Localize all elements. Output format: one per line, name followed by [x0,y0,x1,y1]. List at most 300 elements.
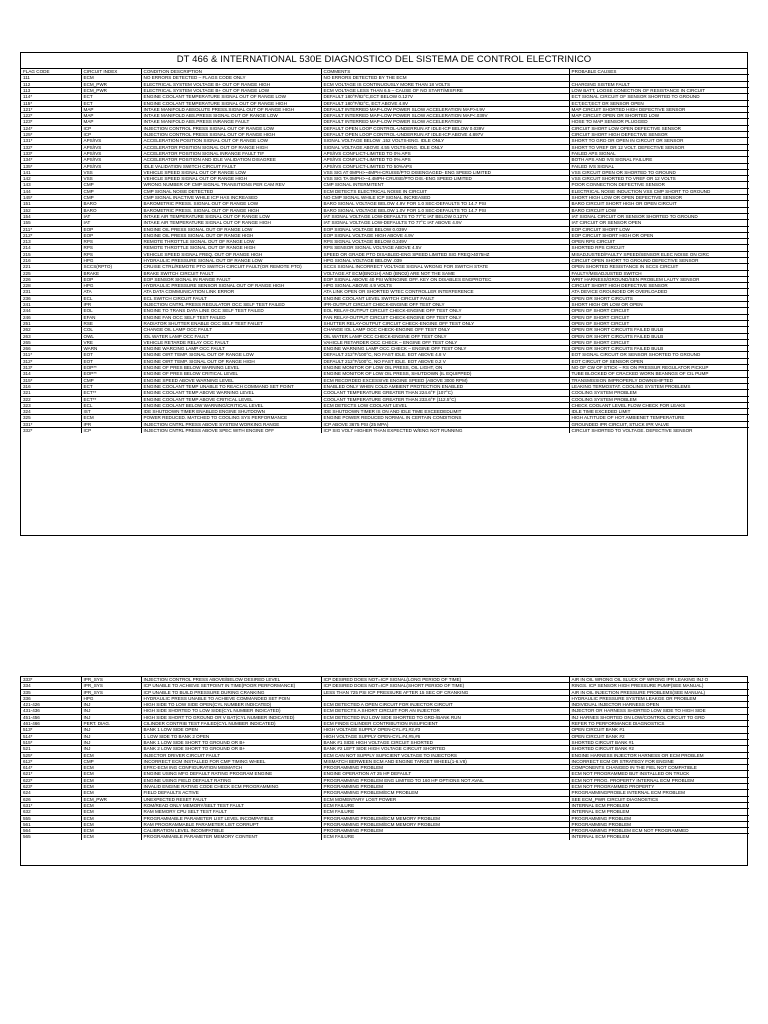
circuit-index-cell: INJ [81,727,141,733]
flag-code-cell: 314 [21,371,81,377]
probable-causes-cell: TRANSMISSION IMPROPERLY DOWNSHIFTED [569,377,749,383]
circuit-index-cell: INJ [81,702,141,708]
flag-code-cell: 122* [21,113,81,119]
probable-causes-cell: ECT SIGNAL CIRCUIT OF SENSOR SHORTED TO GROUND [569,94,749,100]
flag-code-cell: 623* [21,784,81,790]
probable-causes-cell: CIRCUIT SHORT HIGH DEFECTIVE SENSOR [569,132,749,138]
flag-code-cell: 111 [21,75,81,81]
circuit-index-cell: SCCS(RPTO) [81,264,141,270]
flag-code-cell: 564 [21,828,81,834]
condition-description-cell: ICP UNABLE TO BUILD PRESSURE DURING CRANKING [141,689,321,695]
flag-code-cell: 311* [21,352,81,358]
condition-description-cell: INJECTION CONTROL PRESS SIGNAL OUT OF RANGE LOW [141,125,321,131]
comments-cell: ECM FINDS CILINDER CONTRIBUTION INSUFICIENT [321,721,569,727]
comments-cell: ECM DETECTS A SHORT CIRCUIT FOR AN INJECTOR [321,708,569,714]
condition-description-cell: REMOTE THROTTLE SIGNAL OUT OF RANGE LOW [141,239,321,245]
circuit-index-cell: IPR_SYS [81,689,141,695]
circuit-index-cell: MAP [81,113,141,119]
probable-causes-cell: SHORTED RPS CIRCUIT [569,245,749,251]
flag-code-cell: 143 [21,182,81,188]
column-header: COMMENTS [321,69,569,75]
comments-cell: RPS SIGNAL VOLTAGE BELOW 0.249V [321,239,569,245]
flag-code-cell: 213 [21,239,81,245]
table-row [21,834,749,840]
comments-cell: NO CMP SIGNAL WHILE ICP SIGNAL INCREASED [321,195,569,201]
comments-cell: SIGNAL VOLTAGE ABOVE 4.55 VOLTS-ENG. IDLE ONLY [321,144,569,150]
circuit-index-cell: RSE [81,320,141,326]
condition-description-cell: INCORRECT ECM INSTALLED FOR CMP TIMING WHEEL [141,758,321,764]
flag-code-cell: 155 [21,220,81,226]
probable-causes-cell: OPEN OF SHORT CIRCUIT [569,320,749,326]
flag-code-cell: 316 [21,383,81,389]
flag-code-cell: 142 [21,176,81,182]
document-title: DT 466 & INTERNATIONAL 530E DIAGNOSTICO DEL SISTEMA DE CONTROL ELECTRINICO [21,53,747,69]
circuit-index-cell: ICP [81,132,141,138]
probable-causes-cell: BARO CIRCUIT LOW [569,207,749,213]
circuit-index-cell: CMP [81,182,141,188]
column-header: CIRCUIT INDEX [81,69,141,75]
condition-description-cell: CHANGE OIL LAMP OCC FAULT [141,327,321,333]
probable-causes-cell: BOTH APS AND IVS SIGNAL FAILURE [569,157,749,163]
flag-code-cell: 115* [21,100,81,106]
comments-cell: BARO SIGNAL VOLTAGE BELOW 4.9V FOR 1.0 SEC-DEFAULTS TO 14.7 PSI [321,201,569,207]
flag-code-cell: 521 [21,746,81,752]
comments-cell: EOL RELAY-OUTPUT CIRCUIT CHECK-ENGINE OFF TEST ONLY [321,308,569,314]
probable-causes-cell: OPEN OF SHORT CIRCUIT [569,314,749,320]
probable-causes-cell: EOT CIRCUIT OF SENSOR OPEN [569,358,749,364]
probable-causes-cell: MAP CIRCUIT OPEN OR SHORTED LOW [569,113,749,119]
circuit-index-cell: IPR [81,421,141,427]
comments-cell: BARO SIGNAL VOLTAGE BELOW 1.0V FOR 1.0 SEC-DEFAULTS TO 14.7 PSI [321,207,569,213]
flag-code-cell: 262 [21,327,81,333]
circuit-index-cell: ECM [81,784,141,790]
probable-causes-cell: IDLE TIME EXCEDED LIMIT [569,409,749,415]
flag-code-cell: 513* [21,727,81,733]
probable-causes-cell: OPEN OF SHORT CIRCUIT [569,308,749,314]
probable-causes-cell: COMPONENTS CHANGED IN THE FIEL NOT COMPATIBLE [569,765,749,771]
condition-description-cell: HIGH SIDE SHORTED TO LOW SIDE(CYL NUMBER INDICATED) [141,708,321,714]
comments-cell: ECM DETECTED INJ LOW SIDE SHORTED TO GRD-/BANK RUN [321,714,569,720]
flag-code-cell: 451-456 [21,714,81,720]
probable-causes-cell: CIRCUIT OPEN SHORT TO GROUND DEFECTIVE SENSOR [569,258,749,264]
probable-causes-cell: TUBE BLOCKED OF CRACKED WORN BEANNGS OF CIL PUMP [569,371,749,377]
column-header: PROBABLE CAUSES [569,69,749,75]
condition-description-cell: ENGINE COOLANT TEMPERATURE SIGNAL OUT OF RANGE LOW [141,94,321,100]
circuit-index-cell: PERT. DIAG. [81,721,141,727]
circuit-index-cell: EOP** [81,371,141,377]
comments-cell: ENGINE POWER REDUCED NORMAL IN CERTAIN CONDITIONS [321,415,569,421]
condition-description-cell: ENGINE COOLANT TEMPERATURE SIGNAL OUT OF RANGE HIGH [141,100,321,106]
flag-code-cell: 123* [21,119,81,125]
comments-cell: ICP DESIRED DOES NOT=ICP SIGNAL(SHORT PERIOD OF TIME) [321,683,569,689]
circuit-index-cell: COL [81,327,141,333]
condition-description-cell: ECL SWITCH CIRCUIT FAULT [141,295,321,301]
condition-description-cell: INJECTION CNTRL PRESS REGULATOR OCC SELF TEST FAILED [141,302,321,308]
flag-code-cell: 226 [21,276,81,282]
probable-causes-cell: HIGH ALTITUDE OF HOT AMBIENET TEMPERATURE [569,415,749,421]
comments-cell: VSS SIG AT 0MPH>~4MPH-CRUISE/PTO DISENGAGED- ENG SPEED LIMITED [321,169,569,175]
condition-description-cell: POWER REDUCED. MATCHED TO COOLING SYS PERFORMANCE [141,415,321,421]
flag-code-cell: 212* [21,232,81,238]
flag-code-cell: 555 [21,815,81,821]
circuit-index-cell: RPS [81,245,141,251]
comments-cell: ECM CAN NOT SUPPLY SUFICIENT VOLTAGE TO INJECTORS [321,752,569,758]
probable-causes-cell: CIRCUIT SHORT HIGH DEFECTIVE SENSOR [569,283,749,289]
comments-cell: BANK #2 LEFT SIDE HIGH VOLTAGE CIRCUIT SHORTED [321,746,569,752]
flag-code-cell: 333* [21,677,81,683]
diagnostic-table-sheet-1 [20,52,748,536]
probable-causes-cell: SHORT HIGH OR LOW OR OPEN [569,302,749,308]
flag-code-cell: 236 [21,295,81,301]
comments-cell: ENABLED ONLY WHEN COLD AMBIENT PROTECTION ENABLED [321,383,569,389]
circuit-index-cell: EOP** [81,365,141,371]
probable-causes-cell: OPEN OR SHORT CIRCUITS FAILED BULB [569,327,749,333]
comments-cell: IDE SHUTDOWN TIMER IS ON AND IDLE TIME EXCEEDEDLIMIT [321,409,569,415]
circuit-index-cell: ECM [81,777,141,783]
condition-description-cell: ENGINE OF PRES BELOW WARNING LEVEL [141,365,321,371]
condition-description-cell: ENGINE OF PRES BELOW CRITICAL LEVEL [141,371,321,377]
comments-cell: ICP ABOVE 3675 PSI (25 MPA) [321,421,569,427]
condition-description-cell: INJECTION CNTRL PRESS ABOVE SYSTEM WORKING RANGE [141,421,321,427]
flag-code-cell: 113 [21,87,81,93]
condition-description-cell: VEHICLE SPEED SIGNAL FREQ. OUT OF RANGE HIGH [141,251,321,257]
circuit-index-cell: EOT [81,358,141,364]
condition-description-cell: ENGINE COOLANT TEMP UNABLE TO REACH COMMAND SET POINT [141,383,321,389]
condition-description-cell: IOL WATER LAMP OCC FAULT [141,333,321,339]
condition-description-cell: ENGINE OIRT TEMP. SIGNAL OUT OF RANGE HIGH [141,358,321,364]
flag-code-cell: 626 [21,796,81,802]
flag-code-cell: 124* [21,125,81,131]
comments-cell: ECM FAILURE [321,834,569,840]
circuit-index-cell: ECM [81,752,141,758]
probable-causes-cell: SHORTED CIRCUIT BANK #1 [569,739,749,745]
probable-causes-cell: SHORT TO GRD OR OPEN IN CIRCUIT OR SENSOR [569,138,749,144]
condition-description-cell: ENGINE COOLANT TEMP ABOVE CRITICAL LEVEL [141,396,321,402]
comments-cell: ECM RECORDED EXCESSIVE ENGINE SPEED (ABOVE 3000 RPM) [321,377,569,383]
flag-code-cell: 241 [21,302,81,308]
circuit-index-cell: INJ [81,739,141,745]
circuit-index-cell: ECM [81,765,141,771]
flag-code-cell: 631* [21,802,81,808]
comments-cell: DEFAULT INTERRED MAP-LOW POWER SLOW ACCELERATION MAP>4.9V [321,106,569,112]
circuit-index-cell: INJ [81,714,141,720]
comments-cell: COOLANT TEMPERATURE GREATER THAN 233.6°F (112.5°C) [321,396,569,402]
flag-code-cell: 251 [21,320,81,326]
circuit-index-cell: EOT [81,352,141,358]
circuit-index-cell: ECM_PWR [81,81,141,87]
flag-code-cell: 114* [21,94,81,100]
flag-code-cell: 151 [21,201,81,207]
comments-cell: VSS SIG TA 0MPH>~4.4MPH-CRUISE/PTO DIS.-ENG SPEED LIMITED [321,176,569,182]
flag-code-cell: 134* [21,157,81,163]
condition-description-cell: EOP SENSOR SIGNAL IN RANGE FAULT [141,276,321,282]
probable-causes-cell: IAT SIGNAL CIRCUIT OR SENSOR SHORTED TO GROUND [569,213,749,219]
probable-causes-cell: COOLING SYSTEM PROBLEM [569,396,749,402]
circuit-index-cell: EOP [81,232,141,238]
probable-causes-cell: OPEN OR SHORT CIRCUITS FAILED BULB [569,333,749,339]
probable-causes-cell: COOLING SYSTEM PROBLEM [569,390,749,396]
condition-description-cell: ENGINE OIL PRESS SIGNAL OUT OF RANGE LOW [141,226,321,232]
comments-cell: OIL WATER LAMP OCC CHECK-ENGINE OFF TEST ONLY [321,333,569,339]
condition-description-cell: RAM MEMORY CPU SELT TEST FAULT [141,809,321,815]
circuit-index-cell: ECM [81,815,141,821]
probable-causes-cell: ECM NOT PROG. PROPERTY INTERNAL ECM PROBLEM [569,777,749,783]
comments-cell: EOP SIGNAL VOLTAGE HIGH ABOVE 4.9V [321,232,569,238]
probable-causes-cell: LEAKING TERMOSTAT. COOLING SYSTEM PROBLEMS [569,383,749,389]
circuit-index-cell: ECM [81,790,141,796]
probable-causes-cell: OPEN OR SHORT CIRCUITS FAILED BULB [569,346,749,352]
probable-causes-cell: FAILED IVS SIGNAL [569,163,749,169]
condition-description-cell: ATA DATA COMMUNICATION LINK ERROR [141,289,321,295]
comments-cell: MISMATCH BERWEEN ECM AND ENGINE TARGET WHEEL(1-6.V8) [321,758,569,764]
comments-cell: DEFAULT 180°F/82°C,ECT BELOW 0.127V [321,94,569,100]
condition-description-cell: CALIBRATION LEVEL INCOMPATIBLE [141,828,321,834]
condition-description-cell: INTAKE MANIFOLD ABS.PRESS INRANGE FAULT [141,119,321,125]
comments-cell: ECM FAILURE [321,809,569,815]
probable-causes-cell: PROGRAMMING PROBLEM [569,821,749,827]
probable-causes-cell: PROGRAMMING PROBLEM [569,815,749,821]
flag-code-cell: 525* [21,752,81,758]
condition-description-cell: ELECTRICAL SYSTEM VOLTAGE B+ OUT OF RANGE LOW [141,87,321,93]
probable-causes-cell: SHORT HIGH LOW OR OPEN DEFECTIVE SENSOR [569,195,749,201]
circuit-index-cell: VSS [81,176,141,182]
circuit-index-cell: ECM [81,821,141,827]
flag-code-cell: 145* [21,195,81,201]
condition-description-cell: ACCELERATOR POSITION SIGNAL OUT OF RANGE HIGH [141,144,321,150]
comments-cell: ECM DETECTS ELECTRICAL NOISE IN CIRCUIT [321,188,569,194]
flag-code-cell: 132* [21,144,81,150]
diagnostic-table-2 [21,677,749,840]
probable-causes-cell: INTERNAL ECM PROBLEM [569,802,749,808]
circuit-index-cell: ECL [81,402,141,408]
comments-cell: APS/IVS CONFLICT-LIMITED TO 50%APS [321,163,569,169]
comments-cell: PROGRAMMING PROBLEM/ECM MEMORY PROBLEM [321,815,569,821]
flag-code-cell: 246 [21,314,81,320]
probable-causes-cell: CIRCUIT SHORT LOW OPEN DEFECTIVE SENSOR [569,125,749,131]
circuit-index-cell: ECT** [81,396,141,402]
circuit-index-cell: INJ [81,708,141,714]
comments-cell: RPS SENSOR SIGNAL VOLTAGE ABOVE 4.5V [321,245,569,251]
flag-code-cell: 214 [21,245,81,251]
circuit-index-cell: CMP [81,377,141,383]
flag-code-cell: 624 [21,790,81,796]
circuit-index-cell: IST [81,409,141,415]
flag-code-cell: 331* [21,421,81,427]
probable-causes-cell: SEE ECM_PWR CIRCUIT DIAGNOSTICS [569,796,749,802]
circuit-index-cell: IPR_SYS [81,677,141,683]
circuit-index-cell: IAT [81,220,141,226]
circuit-index-cell: ECT [81,94,141,100]
flag-code-cell: 135* [21,163,81,169]
probable-causes-cell: INDIVIDUAL INJECTOR HARNESS OPEN [569,702,749,708]
flag-code-cell: 515* [21,739,81,745]
comments-cell: CHANGE IOL LAMP OCC CHECK-ENGINE OFF TEST ONLY [321,327,569,333]
circuit-index-cell: EOP [81,226,141,232]
circuit-index-cell: ECM [81,828,141,834]
table-row [21,428,749,434]
circuit-index-cell: HPG [81,283,141,289]
comments-cell: BANK #1 SIDE HIGH VOLTAGE CIRCUIT SHORTED [321,739,569,745]
flag-code-cell: 334 [21,683,81,689]
circuit-index-cell: CMP [81,188,141,194]
circuit-index-cell: EOL [81,308,141,314]
flag-code-cell: 324 [21,409,81,415]
flag-code-cell: 622* [21,777,81,783]
flag-code-cell: 323 [21,402,81,408]
flag-code-cell: 322 [21,396,81,402]
circuit-index-cell: ECM [81,415,141,421]
flag-code-cell: 325 [21,415,81,421]
flag-code-cell: 125* [21,132,81,138]
flag-code-cell: 221 [21,264,81,270]
probable-causes-cell: SHORTED CIRCUIT BANK #2 [569,746,749,752]
comments-cell: SCCS SIGNAL INCORRECT VOLTAGE SIGNAL WRONG FOR SWITCH STATE [321,264,569,270]
comments-cell: ECM DETECTS LOW COOLANT LEVEL [321,402,569,408]
circuit-index-cell: HPG [81,695,141,701]
comments-cell: ICP SIG VOLT HIGHER THAN EXPECTED W/ENG NOT RUNNING [321,428,569,434]
circuit-index-cell: MAP [81,119,141,125]
probable-causes-cell: FAULTY/MISADJUSTED SWITCH [569,270,749,276]
condition-description-cell: ACCELERATION POSITION SIGNAL OUT OF RANGE LOW [141,138,321,144]
circuit-index-cell: CMP [81,195,141,201]
probable-causes-cell: POOR CONNECTION DEFECTIVE SENSOR [569,182,749,188]
comments-cell: IAT SIGNAL VOLTAGE LOW-DEFAULTS TO 77°C IAT BELOW 0.127V [321,213,569,219]
circuit-index-cell: ECM [81,771,141,777]
flag-code-cell: 131* [21,138,81,144]
probable-causes-cell: BARO CIRCUIT SHORT HIGH OR OPEN CIRCUIT [569,201,749,207]
comments-cell: PROGRAMMING PROBLEM ENG LIMITED TO 160 HP OPTIONS NOT AVAIL [321,777,569,783]
circuit-index-cell: EOP [81,276,141,282]
condition-description-cell: INTAKE MANIFOLD ABSOLUTE PRESS.SIGNAL OUT OF RANGE HIGH [141,106,321,112]
condition-description-cell: BANK 1 LOW SIDE OPEN [141,727,321,733]
probable-causes-cell: EOP CIRCUIT SHORT HIGH OR OPEN [569,232,749,238]
flag-code-cell: 121* [21,106,81,112]
probable-causes-cell: REFER TO PERFORMANCE DIAGNOSTICS [569,721,749,727]
circuit-index-cell: ECM_PWR [81,87,141,93]
probable-causes-cell: EOT SIGNAL CIRCUIT OR SENSOR SHORTED TO GROUND [569,352,749,358]
condition-description-cell: PROGRAMMABLE PARAMETER LIST LEVEL INCOMPATIBLE [141,815,321,821]
condition-description-cell: INJECTOR DRIVER CIRCUIT FAULT [141,752,321,758]
comments-cell: CMP SIGNAL INTERMITENT [321,182,569,188]
circuit-index-cell: ECT** [81,390,141,396]
condition-description-cell: RAM PROGRAMMABLE PARAMETER LIST CORRUPT [141,821,321,827]
circuit-index-cell: RPS [81,239,141,245]
circuit-index-cell: CMP [81,758,141,764]
probable-causes-cell: INJECTOR OR HARNESS SHORTED LOW SIDE TO HIGH SIDE [569,708,749,714]
circuit-index-cell: ICP [81,125,141,131]
probable-causes-cell: LOW BATT, LOOSE CONECTION OF RESISTANCE IN CIRCUIT [569,87,749,93]
comments-cell: ECM VOLTAGE LESS THAN 6.5 – CAUSE OF NO START/MISFIRE [321,87,569,93]
condition-description-cell: INVALID ENGINE RATING CODE CHECK ECM PROGRAMMING [141,784,321,790]
condition-description-cell: ENGINE COOLANT BELOW WARNING/CRITICAL LEVEL [141,402,321,408]
probable-causes-cell: OPEN RPS CIRCUIT [569,239,749,245]
condition-description-cell: INTAKE MANIFOLD ABS.PRESS SIGNAL OUT OF RANGE LOW [141,113,321,119]
comments-cell: FAN RELAY-OUTPUT CIRCUIT CHECK-ENGINE OFF TEST ONLY [321,314,569,320]
condition-description-cell: REMOTE THROTTLE SIGNAL OUT OF RANGE HIGH [141,245,321,251]
probable-causes-cell: ECT,ECT,ECT OR SENSOR OPEN [569,100,749,106]
probable-causes-cell: OPEN SHORTED RESISTANCE IN SCCS CIRCUIT [569,264,749,270]
comments-cell: DEFAULT 180°F/82°C, ECT ABOVE 4.8V [321,100,569,106]
circuit-index-cell: APS/IVS [81,138,141,144]
probable-causes-cell: NO OF CW OF STICK – RS ON PRESSUR REGULATOR PICKUP [569,365,749,371]
flag-code-cell: 133* [21,150,81,156]
circuit-index-cell: BRAKE [81,270,141,276]
condition-description-cell: CRUISE CTRL/REMOTE PTO SWITCH CIRCUIT FAULT(OR REMOTE PTO) [141,264,321,270]
flag-code-cell: 321 [21,390,81,396]
probable-causes-cell: MISADJUSTED/FAULTY SPEED/SENSOR ELEC NOISE ON CIRC [569,251,749,257]
circuit-index-cell: ICP [81,428,141,434]
comments-cell: PROGRAMMING PROBLEM [321,765,569,771]
comments-cell: VAHICLE RETARDER OCC CHECK – ENGINE OFF TEST ONLY [321,339,569,345]
comments-cell: ATA LINK OPEN OR SHORTED WTEC CONTROLLER INTERFERENCE [321,289,569,295]
condition-description-cell: VEHICLE SPEED SIGNAL OUT OF RANGE LOW [141,169,321,175]
condition-description-cell: HYDRAULIC PRESS UNABLE TO ACHIEVE COMMANDED SET POIN [141,695,321,701]
comments-cell: DEFAULT INTERRED MAP-LOW POWER SLOW ACCELERATION MAP<.039V [321,113,569,119]
comments-cell: PROGRAMMING PROBLEM [321,828,569,834]
circuit-index-cell: ECT [81,383,141,389]
probable-causes-cell: RINGS. ICP SENSOR HIGH PRESSURE PUMP(SEE MANUAL) [569,683,749,689]
circuit-index-cell: ECL [81,295,141,301]
comments-cell: ECM MOMENTARY LOST POWER [321,796,569,802]
probable-causes-cell: IAT CIRCUIT OR SENSOR OPEN [569,220,749,226]
probable-causes-cell: GROUNDED IPR CIRCUIT, STUCK IPR VALVE [569,421,749,427]
flag-code-cell: 225 [21,270,81,276]
condition-description-cell: BANK 2 LOW SIDE SHORT TO GROUND OR B+ [141,746,321,752]
probable-causes-cell: CHARGING SISTEM FAULT [569,81,749,87]
circuit-index-cell: INJ [81,733,141,739]
circuit-index-cell: APS/IVS [81,157,141,163]
condition-description-cell: HIGH SIDE SHORT TO GROUND OR V BAT(CYL NUMBER INDICATED) [141,714,321,720]
circuit-index-cell: MAP [81,106,141,112]
probable-causes-cell: EOP CIRCUIT SHORT LOW [569,226,749,232]
probable-causes-cell: ECM NOT PROGRAMMED PROPERTY [569,784,749,790]
probable-causes-cell: OPEN OR SHORT CIRCUITS [569,295,749,301]
condition-description-cell: BANK 1 LOW SIDE SHORT TO GROUND OR B+ [141,739,321,745]
flag-code-cell: 614* [21,765,81,771]
comments-cell: HIGH VOLTAGE SUPPLY OPEN-CYL.#1,#2,#3 [321,727,569,733]
comments-cell: ENGINE OPERATION AT 25 HP DEFAULT [321,771,569,777]
condition-description-cell: ACCELERATOR POSITION SIGNAL INRANGE FAULT TIF [141,150,321,156]
diagnostic-table-sheet-2 [20,676,748,866]
flag-code-cell: 565 [21,834,81,840]
flag-code-cell: 632 [21,809,81,815]
condition-description-cell: ENGINE USING MFG DEFAULT RATING PROGRAM ENGINE [141,771,321,777]
comments-cell: EOP SIGNAL VOLTAGE BELOW 0.039V [321,226,569,232]
condition-description-cell: VEHICLE RETARDE RELAY OCC FAULT [141,339,321,345]
comments-cell: IAT SIGNAL VOLTAGE LOW-DEFAULTS TO 77°C IAT ABOVE 4.9V [321,220,569,226]
circuit-index-cell: ECM_PWR [81,796,141,802]
condition-description-cell: ENGINE SPEED ABOVE WARNING LEVEL [141,377,321,383]
comments-cell: PROGRAMMING PROBLEM/ECM PROBLEM [321,790,569,796]
comments-cell: NO ERRORS DETECTED BY THE ECM [321,75,569,81]
flag-code-cell: 332* [21,428,81,434]
comments-cell: ENGINE COOLANT LEVEL SWITCH CIRCUIT FAULT [321,295,569,301]
condition-description-cell: INTAKE AIR TEMPERATURE SIGNAL OUT OF RANGE HIGH [141,220,321,226]
probable-causes-cell: CHECK COOLANT LEVEL FLOW CHECK FOR LEAKS [569,402,749,408]
probable-causes-cell: OPEN CIRCUIT BANK #2 [569,733,749,739]
comments-cell: COOLANT TEMPERATURE GREATER THAN 224.6°F (107°C) [321,390,569,396]
probable-causes-cell: WRIT HARNESS/GROUND/SEN PROBLEM LAUTY SENSOR [569,276,749,282]
circuit-index-cell: HPG [81,258,141,264]
comments-cell: PROGRAMMING PROBLEM [321,784,569,790]
probable-causes-cell: INTERNAL ECM PROBLEM [571,834,630,840]
circuit-index-cell: BARO [81,207,141,213]
probable-causes-cell: VSS CIRCUIT SHORTED TO VREF OR 12 VOLTS [569,176,749,182]
condition-description-cell: ELECTRICAL SYSTEM VOLTAGE B+ OUT OF RANGE HIGH [141,81,321,87]
flag-code-cell: 315* [21,377,81,383]
flag-code-cell: 421-426 [21,702,81,708]
flag-code-cell: 231 [21,289,81,295]
